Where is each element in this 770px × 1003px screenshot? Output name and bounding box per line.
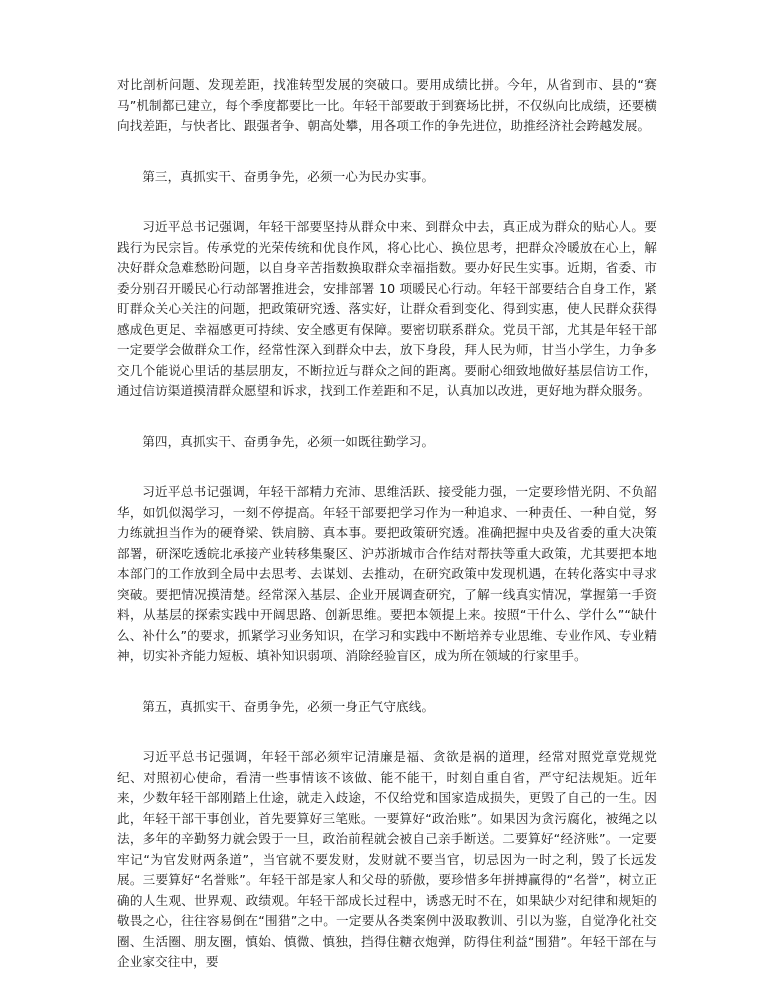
section-heading-fourth: 第四，真抓实干、奋勇争先，必须一如既往勤学习。 (142, 433, 435, 449)
paragraph-fifth-body: 习近平总书记强调，年轻干部必须牢记清廉是福、贪欲是祸的道理，经常对照党章党规党纪、对照初心使命，看清一些事情该不该做、能不能干，时刻自重自省，严守纪法规矩。近年来，少数年轻干部刚踏上仕途，就走入歧途，不仅给党和国家造成损失，更毁了自己的一生。因此，年轻干部干事创业，首先要算好三笔账。一要算好“政治账”。如果因为贪污腐化，被绳之以法，多年的辛勤努力就会毁于一旦，政治前程就会被自己亲手断送。二要算好“经济账”。一定要牢记“为官发财两条道”，当官就不要发财，发财就不要当官，切忌因为一时之利，毁了长远发展。三要算好“名誉账”。年轻干部是家人和父母的骄傲，要珍惜多年拼搏赢得的“名誉”，树立正确的人生观、世界观、政绩观。年轻干部成长过程中，诱惑无时不在，如果缺少对纪律和规矩的敬畏之心，往往容易倒在“围猎”之中。一定要从各类案例中汲取教训、引以为鉴，自觉净化社交圈、生活圈、朋友圈，慎始、慎微、慎独，挡得住糖衣炮弹，防得住利益“围猎”。年轻干部在与企业家交往中，要 (117, 749, 657, 969)
paragraph-third-body: 习近平总书记强调，年轻干部要坚持从群众中来、到群众中去，真正成为群众的贴心人。要践行为民宗旨。传承党的光荣传统和优良作风，将心比心、换位思考，把群众冷暖放在心上，解决好群众急难愁盼问题，以自身辛苦指数换取群众幸福指数。要办好民生实事。近期，省委、市委分别召开暖民心行动部署推进会，安排部署 10 项暖民心行动。年轻干部要结合自身工作，紧盯群众关心关注的问题，把政策研究透、落实好，让群众看到变化、得到实惠，使人民群众获得感成色更足、幸福感更可持续、安全感更有保障。要密切联系群众。党员干部，尤其是年轻干部一定要学会做群众工作，经常性深入到群众中去，放下身段，拜人民为师，甘当小学生，力争多交几个能说心里话的基层朋友，不断拉近与群众之间的距离。要耐心细致地做好基层信访工作，通过信访渠道摸清群众愿望和诉求，找到工作差距和不足，认真加以改进，更好地为群众服务。 (117, 219, 657, 398)
section-heading-fifth: 第五，真抓实干、奋勇争先，必须一身正气守底线。 (142, 698, 435, 714)
document-page (117, 75, 657, 1003)
paragraph-fourth-body: 习近平总书记强调，年轻干部精力充沛、思维活跃、接受能力强，一定要珍惜光阴、不负韶华，如饥似渴学习，一刻不停提高。年轻干部要把学习作为一种追求、一种责任、一种自觉，努力练就担当作为的硬脊梁、铁肩膀、真本事。要把政策研究透。准确把握中央及省委的重大决策部署，研深吃透皖北承接产业转移集聚区、沪苏浙城市合作结对帮扶等重大政策，尤其要把本地本部门的工作放到全局中去思考、去谋划、去推动，在研究政策中发现机遇，在转化落实中寻求突破。要把情况摸清楚。经常深入基层、企业开展调查研究，了解一线真实情况，掌握第一手资料，从基层的探索实践中开阔思路、创新思维。要把本领提上来。按照“干什么、学什么”“缺什么、补什么”的要求，抓紧学习业务知识，在学习和实践中不断培养专业思维、专业作风、专业精神，切实补齐能力短板、填补知识弱项、消除经验盲区，成为所在领域的行家里手。 (117, 484, 657, 663)
paragraph-continuation: 对比剖析问题、发现差距，找准转型发展的突破口。要用成绩比拼。今年，从省到市、县的“赛马”机制都已建立，每个季度都要比一比。年轻干部要敢于到赛场比拼，不仅纵向比成绩，还要横向找差距，与快者比、跟强者争、朝高处攀，用各项工作的争先进位，助推经济社会跨越发展。 (117, 77, 657, 133)
section-heading-third: 第三，真抓实干、奋勇争先，必须一心为民办实事。 (142, 168, 435, 184)
